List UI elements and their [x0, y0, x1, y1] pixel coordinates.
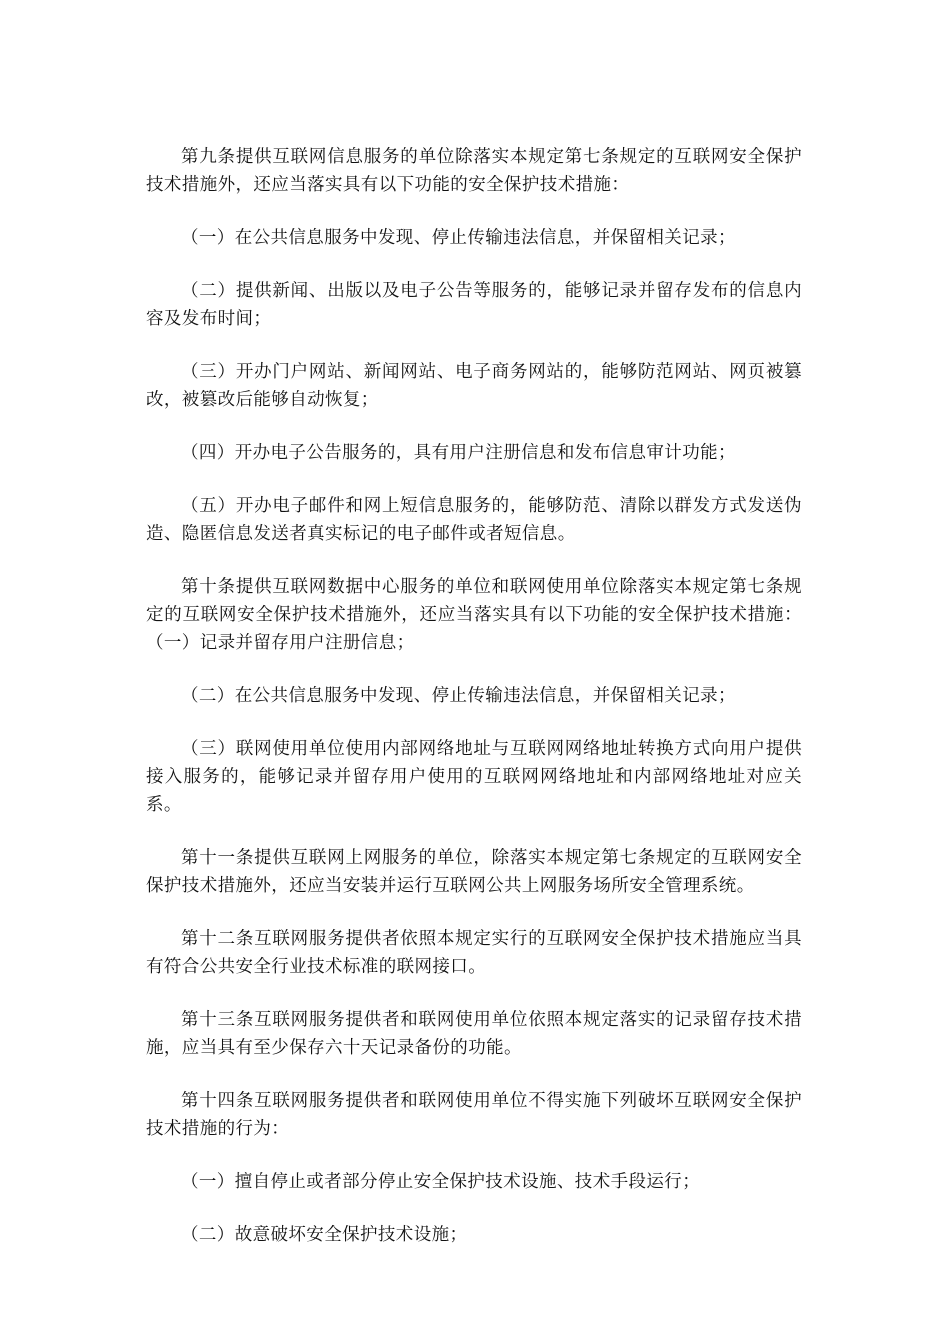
article-14-item-1: （一）擅自停止或者部分停止安全保护技术设施、技术手段运行； [181, 1172, 701, 1192]
article-9-item-1: （一）在公共信息服务中发现、停止传输违法信息，并保留相关记录； [181, 228, 736, 248]
article-10-paragraph: 第十条提供互联网数据中心服务的单位和联网使用单位除落实本规定第七条规定的互联网安全保护技术措施外，还应当落实具有以下功能的安全保护技术措施：（一）记录并留存用户注册信息； [146, 577, 802, 653]
article-11-paragraph: 第十一条提供互联网上网服务的单位，除落实本规定第七条规定的互联网安全保护技术措施外，还应当安装并运行互联网公共上网服务场所安全管理系统。 [146, 848, 802, 896]
document-body [146, 143, 802, 1274]
article-12-paragraph: 第十二条互联网服务提供者依照本规定实行的互联网安全保护技术措施应当具有符合公共安全行业技术标准的联网接口。 [146, 929, 802, 977]
article-9-item-4: （四）开办电子公告服务的，具有用户注册信息和发布信息审计功能； [181, 443, 736, 463]
article-9-paragraph: 第九条提供互联网信息服务的单位除落实本规定第七条规定的互联网安全保护技术措施外，还应当落实具有以下功能的安全保护技术措施： [146, 147, 802, 195]
article-9-item-2: （二）提供新闻、出版以及电子公告等服务的，能够记录并留存发布的信息内容及发布时间； [146, 281, 802, 329]
article-9-item-5: （五）开办电子邮件和网上短信息服务的，能够防范、清除以群发方式发送伪造、隐匿信息发送者真实标记的电子邮件或者短信息。 [146, 496, 802, 544]
article-13-paragraph: 第十三条互联网服务提供者和联网使用单位依照本规定落实的记录留存技术措施，应当具有至少保存六十天记录备份的功能。 [146, 1010, 802, 1058]
article-9-item-3: （三）开办门户网站、新闻网站、电子商务网站的，能够防范网站、网页被篡改，被篡改后能够自动恢复； [146, 362, 802, 410]
article-14-paragraph: 第十四条互联网服务提供者和联网使用单位不得实施下列破坏互联网安全保护技术措施的行为： [146, 1091, 802, 1139]
article-14-item-2: （二）故意破坏安全保护技术设施； [181, 1225, 468, 1245]
article-10-item-2: （二）在公共信息服务中发现、停止传输违法信息，并保留相关记录； [181, 686, 736, 706]
article-10-item-3: （三）联网使用单位使用内部网络地址与互联网网络地址转换方式向用户提供接入服务的，能够记录并留存用户使用的互联网网络地址和内部网络地址对应关系。 [146, 739, 802, 815]
